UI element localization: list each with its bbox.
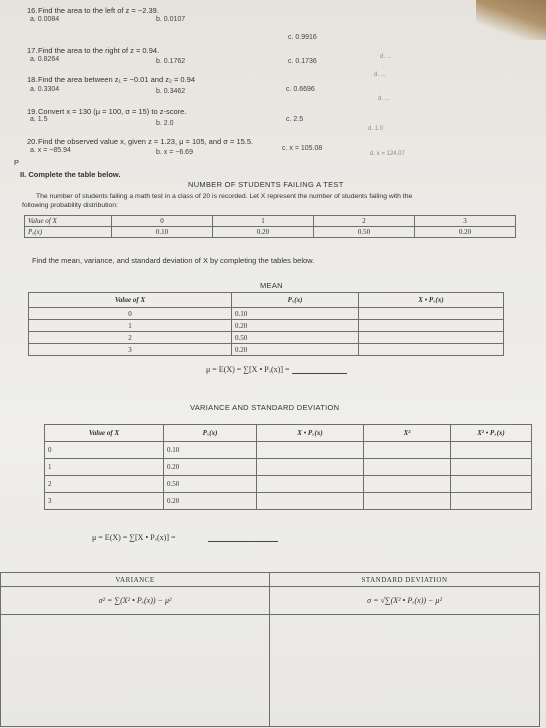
mean-header-xp: X • Pₓ(x) (359, 293, 504, 308)
q16-number: 16. (27, 6, 38, 15)
dist-x-3: 3 (415, 216, 516, 227)
var-x-0: 0 (45, 442, 164, 459)
sd-answer-area[interactable] (270, 615, 540, 727)
variance-row (45, 442, 532, 459)
var-x2p-1-input[interactable] (451, 459, 532, 476)
summary-answer-row (1, 615, 540, 727)
var-header-xp: X • Pₓ(x) (257, 425, 364, 442)
q16-choice-a: a. 0.0084 (30, 16, 60, 23)
sd-label: STANDARD DEVIATION (270, 573, 540, 587)
part2-heading: II. Complete the table below. (20, 170, 121, 179)
variance-mean-formula-text: μ = E(X) = ∑[X • Pₓ(x)] = (92, 533, 176, 542)
distribution-table (24, 215, 516, 238)
variance-row (45, 493, 532, 510)
q19-number: 19. (27, 107, 38, 116)
q20-number: 20. (27, 137, 38, 146)
dist-p-1: 0.20 (213, 227, 314, 238)
part2-instruction: Find the mean, variance, and standard deviation of X by completing the tables below. (32, 256, 315, 265)
mean-row (29, 320, 504, 332)
dist-x-2: 2 (314, 216, 415, 227)
mean-header-p: Pₓ(x) (232, 293, 359, 308)
q20-text: Find the observed value x, given z = 1.23, μ = 105, and σ = 15.5. (38, 137, 254, 146)
mean-formula-text: μ = E(X) = ∑[X • Pₓ(x)] = (206, 365, 290, 374)
var-xp-1-input[interactable] (257, 459, 364, 476)
q20-choice-a: a. x = −85.94 (30, 147, 71, 154)
part2-intro-line2: following probability distribution: (22, 202, 118, 209)
q18-choice-b: b. 0.3462 (156, 88, 186, 95)
mean-row (29, 332, 504, 344)
variance-title: VARIANCE AND STANDARD DEVIATION (190, 403, 340, 412)
var-x-3: 3 (45, 493, 164, 510)
mean-x-2: 2 (29, 332, 232, 344)
mean-xp-2-input[interactable] (359, 332, 504, 344)
q19-choice-d: d. 1.0 (368, 126, 384, 132)
q18-text: Find the area between z₁ = −0.01 and z₂ = 0.94 (38, 75, 196, 84)
q16-choice-b: b. 0.0107 (156, 16, 186, 23)
variance-mean-answer-blank[interactable] (208, 533, 278, 542)
variance-table (44, 424, 532, 510)
mean-title: MEAN (260, 281, 283, 290)
q19-choice-c: c. 2.5 (286, 116, 304, 123)
dist-p-2: 0.50 (314, 227, 415, 238)
side-letter: P (14, 158, 20, 167)
summary-formula-row (1, 587, 540, 615)
q16-choice-c: c. 0.9916 (288, 34, 317, 41)
q19-text: Convert x = 130 (μ = 100, σ = 15) to z-score. (38, 107, 187, 116)
var-header-x2p: X² • Pₓ(x) (451, 425, 532, 442)
q19-choice-b: b. 2.0 (156, 120, 174, 127)
var-p-0: 0.10 (164, 442, 257, 459)
mean-table (28, 292, 504, 356)
mean-xp-1-input[interactable] (359, 320, 504, 332)
variance-header-row (45, 425, 532, 442)
mean-xp-0-input[interactable] (359, 308, 504, 320)
variance-row (45, 459, 532, 476)
mean-formula (206, 365, 347, 374)
var-x-2: 2 (45, 476, 164, 493)
q18-choice-a: a. 0.3304 (30, 86, 60, 93)
q20-choice-c: c. x = 105.08 (282, 145, 323, 152)
q19-choice-a: a. 1.5 (30, 116, 48, 123)
part2-title: NUMBER OF STUDENTS FAILING A TEST (188, 180, 344, 189)
distribution-row-p (25, 227, 516, 238)
part2-intro-line1: The number of students failing a math test in a class of 20 is recorded. Let X represent the number of students failing with the (36, 193, 413, 200)
variance-row (45, 476, 532, 493)
dist-label-x: Value of X (25, 216, 112, 227)
mean-x-1: 1 (29, 320, 232, 332)
var-x2p-0-input[interactable] (451, 442, 532, 459)
q17-choice-b: b. 0.1762 (156, 58, 186, 65)
variance-label: VARIANCE (1, 573, 270, 587)
mean-p-3: 0.20 (232, 344, 359, 356)
var-x2-1-input[interactable] (364, 459, 451, 476)
q20-choice-b: b. x = −6.69 (156, 149, 193, 156)
var-x2p-2-input[interactable] (451, 476, 532, 493)
dist-x-0: 0 (112, 216, 213, 227)
var-xp-2-input[interactable] (257, 476, 364, 493)
var-header-p: Pₓ(x) (164, 425, 257, 442)
q16-choice-d: d. ... (380, 54, 392, 60)
mean-x-3: 3 (29, 344, 232, 356)
var-xp-0-input[interactable] (257, 442, 364, 459)
summary-header-row (1, 573, 540, 587)
mean-answer-blank[interactable] (292, 365, 347, 374)
q18-choice-c: c. 0.6696 (286, 86, 315, 93)
q17-number: 17. (27, 46, 38, 55)
mean-row (29, 344, 504, 356)
var-x2-0-input[interactable] (364, 442, 451, 459)
dist-p-3: 0.20 (415, 227, 516, 238)
var-x2-3-input[interactable] (364, 493, 451, 510)
mean-xp-3-input[interactable] (359, 344, 504, 356)
q16-text: Find the area to the left of z = −2.39. (38, 6, 159, 15)
var-xp-3-input[interactable] (257, 493, 364, 510)
var-p-1: 0.20 (164, 459, 257, 476)
summary-table (0, 572, 540, 727)
q17-text: Find the area to the right of z = 0.94. (38, 46, 160, 55)
mean-header-x: Value of X (29, 293, 232, 308)
dist-p-0: 0.10 (112, 227, 213, 238)
dist-x-1: 1 (213, 216, 314, 227)
var-x2-2-input[interactable] (364, 476, 451, 493)
mean-x-0: 0 (29, 308, 232, 320)
q17-choice-c: c. 0.1736 (288, 58, 317, 65)
q17-choice-a: a. 0.8264 (30, 56, 60, 63)
mean-p-0: 0.10 (232, 308, 359, 320)
q20-choice-d: d. x = 124.07 (370, 151, 405, 157)
mean-header-row (29, 293, 504, 308)
var-x-1: 1 (45, 459, 164, 476)
mean-p-2: 0.50 (232, 332, 359, 344)
dist-label-p: Pₓ(x) (25, 227, 112, 238)
variance-formula: σ² = ∑(X² • Pₓ(x)) − μ² (1, 587, 270, 615)
table-edge-shadow (476, 0, 546, 40)
q18-number: 18. (27, 75, 38, 84)
variance-answer-area[interactable] (1, 615, 270, 727)
distribution-row-x (25, 216, 516, 227)
q18-choice-d: d. ... (378, 96, 390, 102)
sd-formula: σ = √∑(X² • Pₓ(x)) − μ² (270, 587, 540, 615)
var-header-x: Value of X (45, 425, 164, 442)
q17-choice-d: d. ... (374, 72, 386, 78)
var-p-2: 0.50 (164, 476, 257, 493)
mean-p-1: 0.20 (232, 320, 359, 332)
mean-row (29, 308, 504, 320)
var-x2p-3-input[interactable] (451, 493, 532, 510)
var-p-3: 0.20 (164, 493, 257, 510)
var-header-x2: X² (364, 425, 451, 442)
variance-mean-formula (92, 533, 278, 542)
